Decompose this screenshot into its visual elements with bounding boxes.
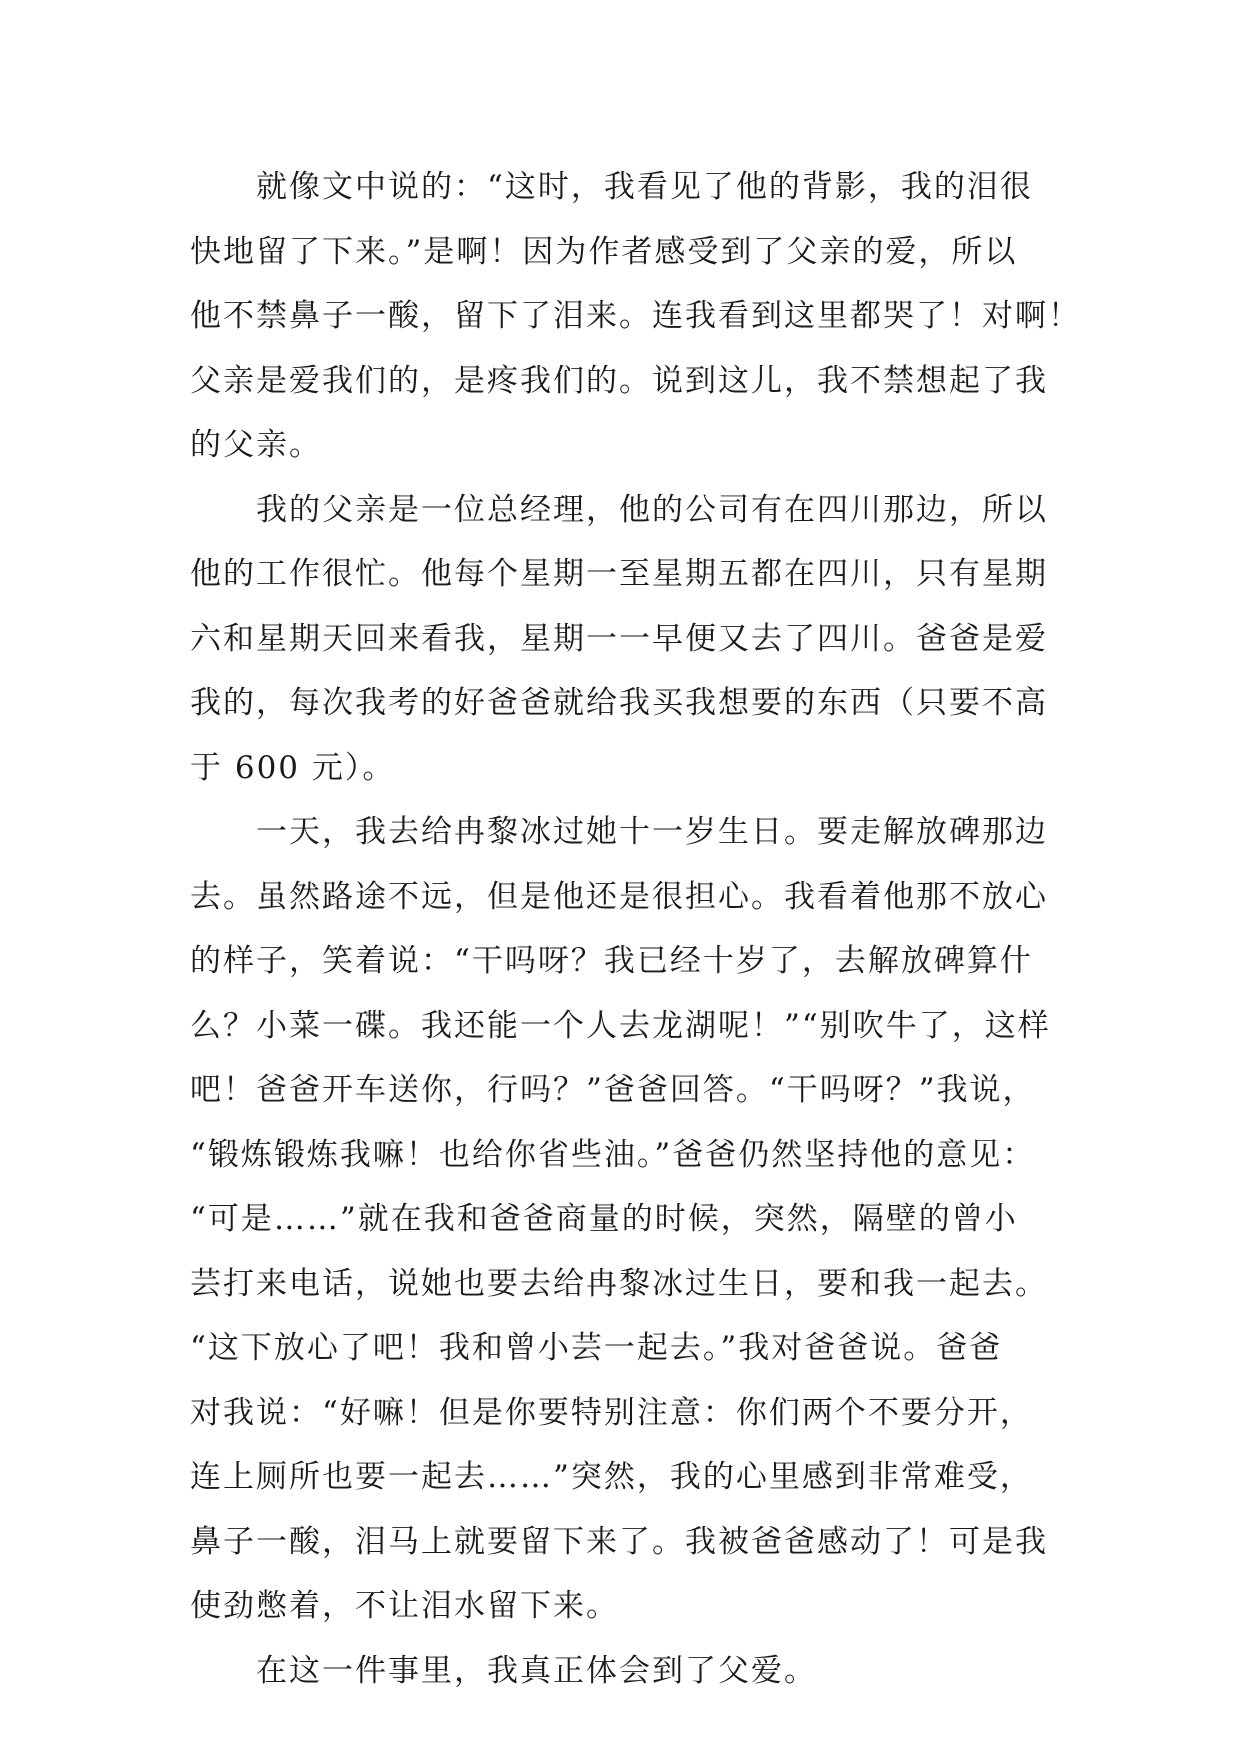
text-line: 么？小菜一碟。我还能一个人去龙湖呢！”“别吹牛了，这样 [190,1007,1051,1044]
text-line: 的父亲。 [190,427,322,463]
text-line: 我的，每次我考的好爸爸就给我买我想要的东西（只要不高 [190,685,1048,721]
text-line: 一天，我去给冉黎冰过她十一岁生日。要走解放碑那边 [256,814,1048,850]
text-line: 对我说：“好嘛！但是你要特别注意：你们两个不要分开， [190,1394,1033,1431]
text-line: 他的工作很忙。他每个星期一至星期五都在四川，只有星期 [190,556,1048,592]
text-line: 连上厕所也要一起去……”突然，我的心里感到非常难受， [190,1459,1033,1495]
text-line: 鼻子一酸，泪马上就要留下来了。我被爸爸感动了！可是我 [190,1523,1048,1560]
text-line: 六和星期天回来看我，星期一一早便又去了四川。爸爸是爱 [190,620,1048,657]
text-line: 的样子，笑着说：“干吗呀？我已经十岁了，去解放碑算什 [190,943,1033,979]
text-line: 我的父亲是一位总经理，他的公司有在四川那边，所以 [256,491,1048,528]
text-line: 就像文中说的：“这时，我看见了他的背影，我的泪很 [256,169,1033,205]
text-line: 去。虽然路途不远，但是他还是很担心。我看着他那不放心 [190,878,1048,915]
text-line: “可是……”就在我和爸爸商量的时候，突然，隔壁的曾小 [190,1201,1018,1237]
text-line: 父亲是爱我们的，是疼我们的。说到这儿，我不禁想起了我 [190,362,1048,399]
essay-body [190,155,1090,1703]
text-line: 使劲憋着，不让泪水留下来。 [190,1588,619,1624]
text-line: 芸打来电话，说她也要去给冉黎冰过生日，要和我一起去。 [190,1265,1048,1302]
text-line: 他不禁鼻子一酸，留下了泪来。连我看到这里都哭了！对啊！ [190,298,1081,334]
text-line: 于 600 元）。 [190,749,396,786]
text-line: 在这一件事里，我真正体会到了父爱。 [256,1652,817,1689]
text-line: “锻炼锻炼我嘛！也给你省些油。”爸爸仍然坚持他的意见： [190,1136,1036,1173]
text-line: 吧！爸爸开车送你，行吗？”爸爸回答。“干吗呀？”我说， [190,1072,1036,1108]
text-line: 快地留了下来。”是啊！因为作者感受到了父亲的爱，所以 [190,233,1018,270]
text-line: “这下放心了吧！我和曾小芸一起去。”我对爸爸说。爸爸 [190,1330,1003,1366]
